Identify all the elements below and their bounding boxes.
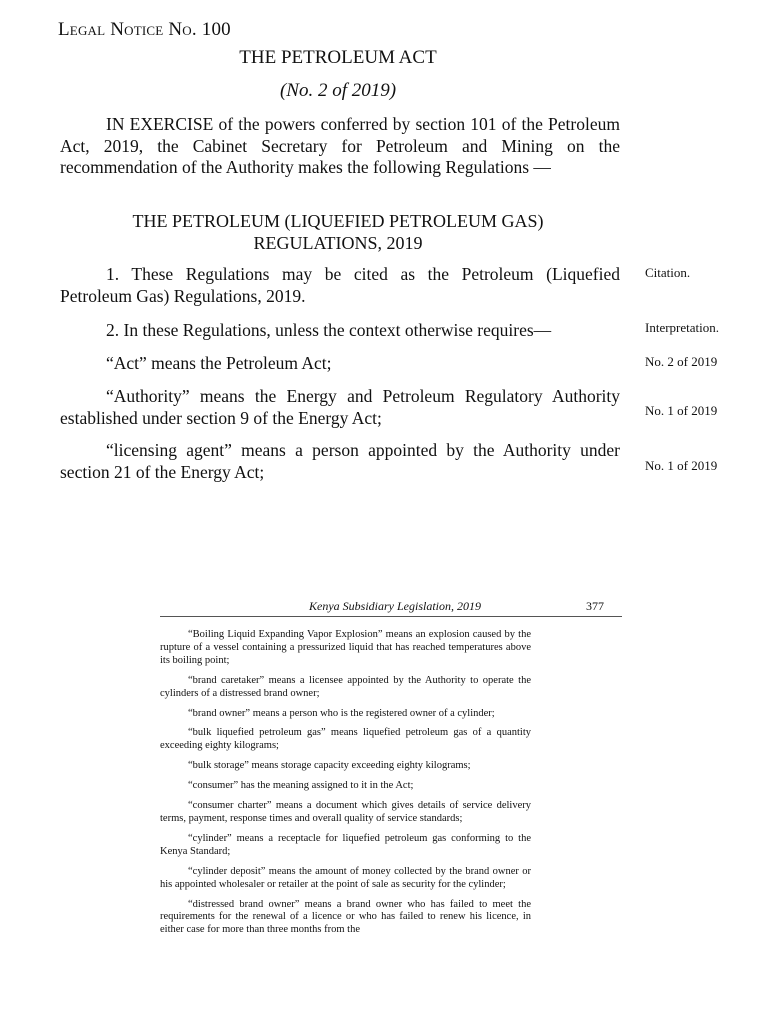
margin-note-citation: Citation. bbox=[645, 265, 691, 280]
act-number: (No. 2 of 2019) bbox=[279, 80, 397, 101]
definition-brand-owner: “brand owner” means a person who is the registered owner of a cylinder; bbox=[188, 707, 495, 719]
definition-licensing-agent: “licensing agent” means a person appointed by the Authority under section 21 of the Energy Act; bbox=[60, 440, 620, 482]
definition-bleve: “Boiling Liquid Expanding Vapor Explosion” means an explosion caused by the rupture of a vessel containing a pressurized liquid that has reached temperatures above its boiling point; bbox=[160, 629, 531, 666]
citation-paragraph: 1. These Regulations may be cited as the Petroleum (Liquefied Petroleum Gas) Regulations, 2019. bbox=[60, 264, 620, 306]
regulations-title bbox=[0, 210, 676, 254]
definition-cylinder: “cylinder” means a receptacle for liquefied petroleum gas conforming to the Kenya Standard; bbox=[160, 832, 531, 857]
act-title: THE PETROLEUM ACT bbox=[239, 47, 437, 68]
header-rule bbox=[160, 616, 622, 617]
margin-note-act-reference: No. 2 of 2019 bbox=[645, 354, 718, 369]
definition-cylinder-deposit: “cylinder deposit” means the amount of money collected by the brand owner or his appointed wholesaler or retailer at the point of sale as security for the cylinder; bbox=[160, 865, 531, 890]
regulations-title-line-2: REGULATIONS, 2019 bbox=[253, 233, 423, 253]
legal-notice-number: Legal Notice No. 100 bbox=[58, 19, 231, 40]
definition-brand-caretaker: “brand caretaker” means a licensee appointed by the Authority to operate the cylinders of a distressed brand owner; bbox=[160, 674, 531, 699]
definition-bulk-lpg: “bulk liquefied petroleum gas” means liquefied petroleum gas of a quantity exceeding eighty kilograms; bbox=[160, 727, 531, 752]
definition-consumer-charter: “consumer charter” means a document which gives details of service delivery terms, payment, response times and overall quality of service standards; bbox=[160, 800, 531, 824]
interpretation-paragraph: 2. In these Regulations, unless the context otherwise requires— bbox=[106, 320, 552, 340]
preamble-paragraph: IN EXERCISE of the powers conferred by section 101 of the Petroleum Act, 2019, the Cabinet Secretary for Petroleum and Mining on the recommendation of the Authority makes the following Regulations — bbox=[60, 114, 620, 177]
definition-authority: “Authority” means the Energy and Petroleum Regulatory Authority established under section 9 of the Energy Act; bbox=[60, 386, 620, 428]
definition-distressed-brand-owner: “distressed brand owner” means a brand owner who has failed to meet the requirements for the renewal of a licence or who has failed to renew his licence, in either case for more than three months from the bbox=[160, 898, 531, 936]
page-number: 377 bbox=[586, 599, 604, 613]
subsidiary-legislation-header: Kenya Subsidiary Legislation, 2019 bbox=[309, 599, 481, 613]
definition-act: “Act” means the Petroleum Act; bbox=[106, 353, 332, 373]
margin-note-authority-reference: No. 1 of 2019 bbox=[645, 403, 718, 418]
regulations-title-line-1: THE PETROLEUM (LIQUEFIED PETROLEUM GAS) bbox=[132, 211, 544, 231]
margin-note-licensing-reference: No. 1 of 2019 bbox=[645, 458, 718, 473]
margin-note-interpretation: Interpretation. bbox=[645, 320, 719, 335]
definition-bulk-storage: “bulk storage” means storage capacity exceeding eighty kilograms; bbox=[188, 760, 471, 772]
definitions-list bbox=[160, 629, 531, 944]
definition-consumer: “consumer” has the meaning assigned to it in the Act; bbox=[188, 780, 414, 792]
